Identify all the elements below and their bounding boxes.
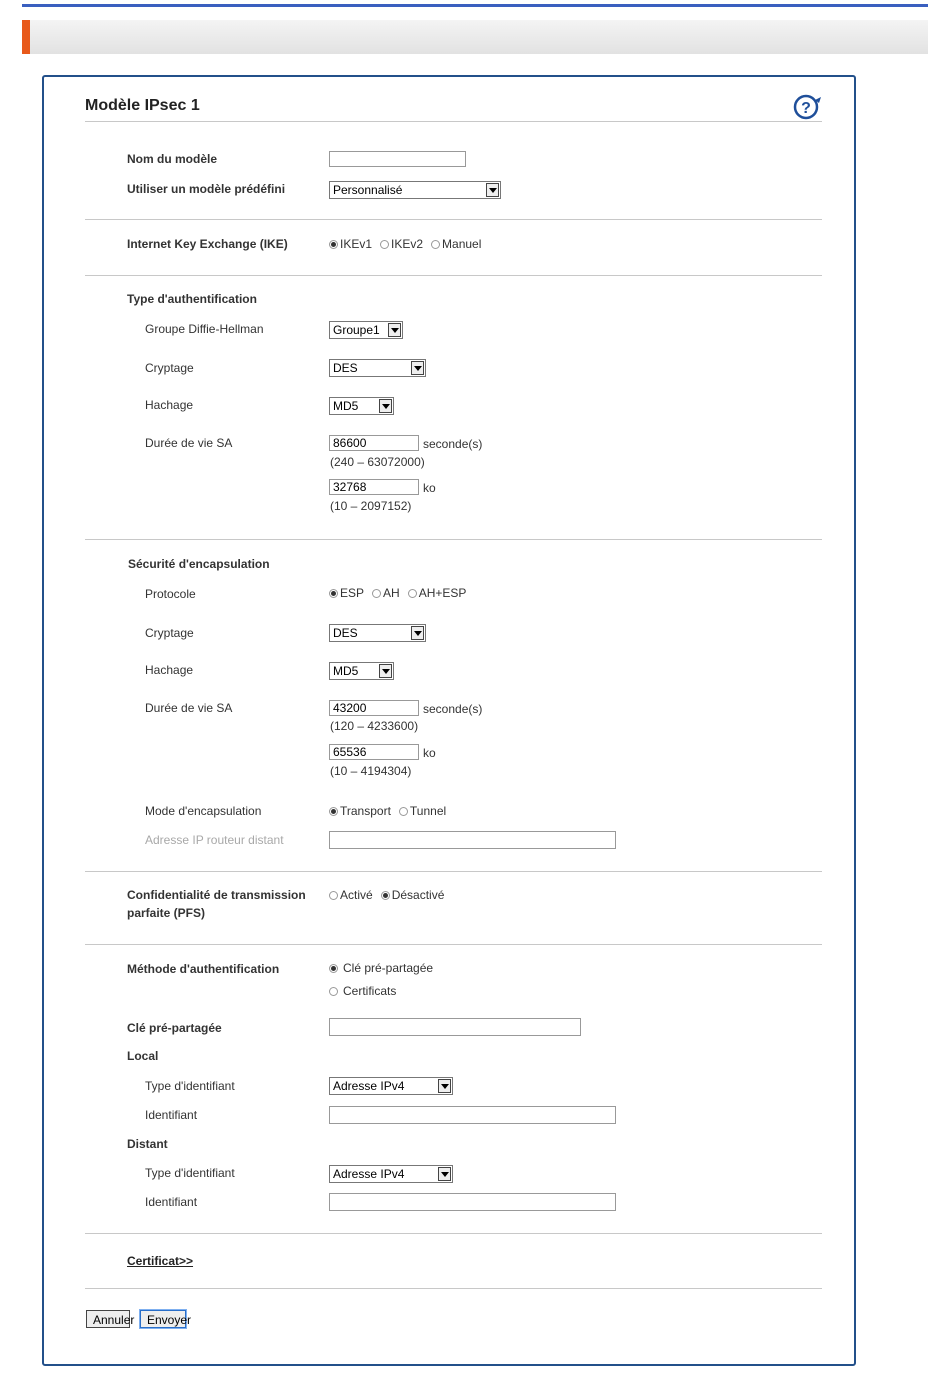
encap-hachage-select[interactable] (329, 662, 394, 680)
ike-label: Internet Key Exchange (IKE) (127, 237, 288, 251)
chevron-down-icon (411, 361, 424, 375)
ike-sa-kb-range: (10 – 2097152) (330, 499, 412, 513)
local-id-type-value: Adresse IPv4 (333, 1079, 405, 1093)
chevron-down-icon (388, 323, 401, 337)
predefined-template-select[interactable] (329, 181, 501, 199)
section-divider (85, 871, 822, 872)
ike-option-ikev1[interactable]: IKEv1 (329, 237, 372, 251)
page-title: Modèle IPsec 1 (85, 97, 200, 114)
encap-mode-radio-group (329, 804, 451, 818)
radio-selected-icon[interactable] (381, 891, 390, 900)
radio-icon[interactable] (399, 807, 408, 816)
radio-icon[interactable] (380, 240, 389, 249)
protocol-radio-group (329, 586, 471, 600)
local-id-label: Identifiant (145, 1108, 198, 1122)
ike-cryptage-value: DES (333, 361, 358, 375)
remote-id-label: Identifiant (145, 1195, 198, 1209)
pfs-radio-group (329, 888, 449, 902)
protocol-option-esp[interactable]: ESP (329, 586, 364, 600)
encap-sa-seconds-unit: seconde(s) (423, 702, 483, 716)
ike-option-manuel[interactable]: Manuel (431, 237, 481, 251)
svg-text:?: ? (801, 100, 811, 117)
remote-id-type-value: Adresse IPv4 (333, 1167, 405, 1181)
auth-method-label: Méthode d'authentification (127, 962, 280, 976)
remote-router-ip-input[interactable] (329, 831, 616, 849)
top-accent-line (22, 4, 928, 7)
title-divider (85, 121, 822, 122)
pfs-label-line2: parfaite (PFS) (127, 906, 206, 920)
local-id-type-label: Type d'identifiant (145, 1079, 235, 1093)
radio-icon[interactable] (329, 987, 338, 996)
auth-method-option-psk[interactable]: Clé pré-partagée (329, 961, 433, 975)
auth-type-section-label: Type d'authentification (127, 292, 257, 306)
auth-method-option-certificates[interactable]: Certificats (329, 984, 396, 998)
dh-group-label: Groupe Diffie-Hellman (145, 322, 264, 336)
ike-radio-group (329, 237, 486, 251)
remote-heading: Distant (127, 1137, 168, 1151)
mode-option-transport[interactable]: Transport (329, 804, 391, 818)
ike-sa-seconds-input[interactable] (329, 435, 419, 451)
chevron-down-icon (379, 399, 392, 413)
chevron-down-icon (379, 664, 392, 678)
pfs-label-line1: Confidentialité de transmission (127, 888, 306, 902)
ike-sa-kb-input[interactable] (329, 479, 419, 495)
header-accent (22, 20, 30, 54)
pfs-option-inactive[interactable]: Désactivé (381, 888, 445, 902)
ike-sa-lifetime-label: Durée de vie SA (145, 436, 233, 450)
section-divider (85, 219, 822, 220)
encap-sa-kb-input[interactable] (329, 744, 419, 760)
encap-section-label: Sécurité d'encapsulation (128, 557, 270, 571)
encap-cryptage-label: Cryptage (145, 626, 194, 640)
encap-sa-seconds-range: (120 – 4233600) (330, 719, 419, 733)
ike-sa-seconds-unit: seconde(s) (423, 437, 483, 451)
ike-sa-kb-unit: ko (423, 481, 436, 495)
section-divider (85, 539, 822, 540)
radio-icon[interactable] (431, 240, 440, 249)
ike-hachage-value: MD5 (333, 399, 359, 413)
ike-sa-seconds-range: (240 – 63072000) (330, 455, 425, 469)
encap-sa-seconds-input[interactable] (329, 700, 419, 716)
remote-id-input[interactable] (329, 1193, 616, 1211)
remote-router-ip-label: Adresse IP routeur distant (145, 833, 284, 847)
template-name-label: Nom du modèle (127, 152, 218, 166)
ike-cryptage-select[interactable] (329, 359, 426, 377)
cancel-button[interactable]: Annuler (86, 1310, 130, 1328)
chevron-down-icon (438, 1167, 451, 1181)
ike-cryptage-label: Cryptage (145, 361, 194, 375)
local-id-type-select[interactable] (329, 1077, 453, 1095)
encap-hachage-label: Hachage (145, 663, 194, 677)
remote-id-type-select[interactable] (329, 1165, 453, 1183)
chevron-down-icon (438, 1079, 451, 1093)
help-icon[interactable] (793, 94, 823, 120)
protocol-label: Protocole (145, 587, 196, 601)
encap-cryptage-select[interactable] (329, 624, 426, 642)
certificate-link[interactable]: Certificat>> (127, 1254, 194, 1268)
ike-option-ikev2[interactable]: IKEv2 (380, 237, 423, 251)
radio-icon[interactable] (372, 589, 381, 598)
chevron-down-icon (411, 626, 424, 640)
radio-selected-icon[interactable] (329, 964, 338, 973)
mode-option-tunnel[interactable]: Tunnel (399, 804, 446, 818)
protocol-option-ah-esp[interactable]: AH+ESP (408, 586, 467, 600)
radio-icon[interactable] (408, 589, 417, 598)
section-divider (85, 275, 822, 276)
ike-hachage-label: Hachage (145, 398, 194, 412)
section-divider (85, 944, 822, 945)
submit-button[interactable]: Envoyer (140, 1310, 186, 1328)
psk-label: Clé pré-partagée (127, 1021, 222, 1035)
encap-cryptage-value: DES (333, 626, 358, 640)
radio-selected-icon[interactable] (329, 240, 338, 249)
pfs-option-active[interactable]: Activé (329, 888, 373, 902)
radio-selected-icon[interactable] (329, 807, 338, 816)
section-divider (85, 1288, 822, 1289)
dh-group-value: Groupe1 (333, 323, 380, 337)
predefined-template-label: Utiliser un modèle prédéfini (127, 182, 286, 196)
dh-group-select[interactable] (329, 321, 403, 339)
encap-mode-label: Mode d'encapsulation (145, 804, 262, 818)
local-heading: Local (127, 1049, 159, 1063)
section-divider (85, 1233, 822, 1234)
remote-id-type-label: Type d'identifiant (145, 1166, 235, 1180)
predefined-template-value: Personnalisé (333, 183, 403, 197)
header-bar (22, 20, 928, 54)
ike-hachage-select[interactable] (329, 397, 394, 415)
psk-input[interactable] (329, 1018, 581, 1036)
radio-icon[interactable] (329, 891, 338, 900)
encap-sa-kb-unit: ko (423, 746, 436, 760)
encap-sa-kb-range: (10 – 4194304) (330, 764, 412, 778)
encap-hachage-value: MD5 (333, 664, 359, 678)
template-name-input[interactable] (329, 151, 466, 167)
protocol-option-ah[interactable]: AH (372, 586, 400, 600)
encap-sa-lifetime-label: Durée de vie SA (145, 701, 233, 715)
radio-selected-icon[interactable] (329, 589, 338, 598)
local-id-input[interactable] (329, 1106, 616, 1124)
chevron-down-icon (486, 183, 499, 197)
